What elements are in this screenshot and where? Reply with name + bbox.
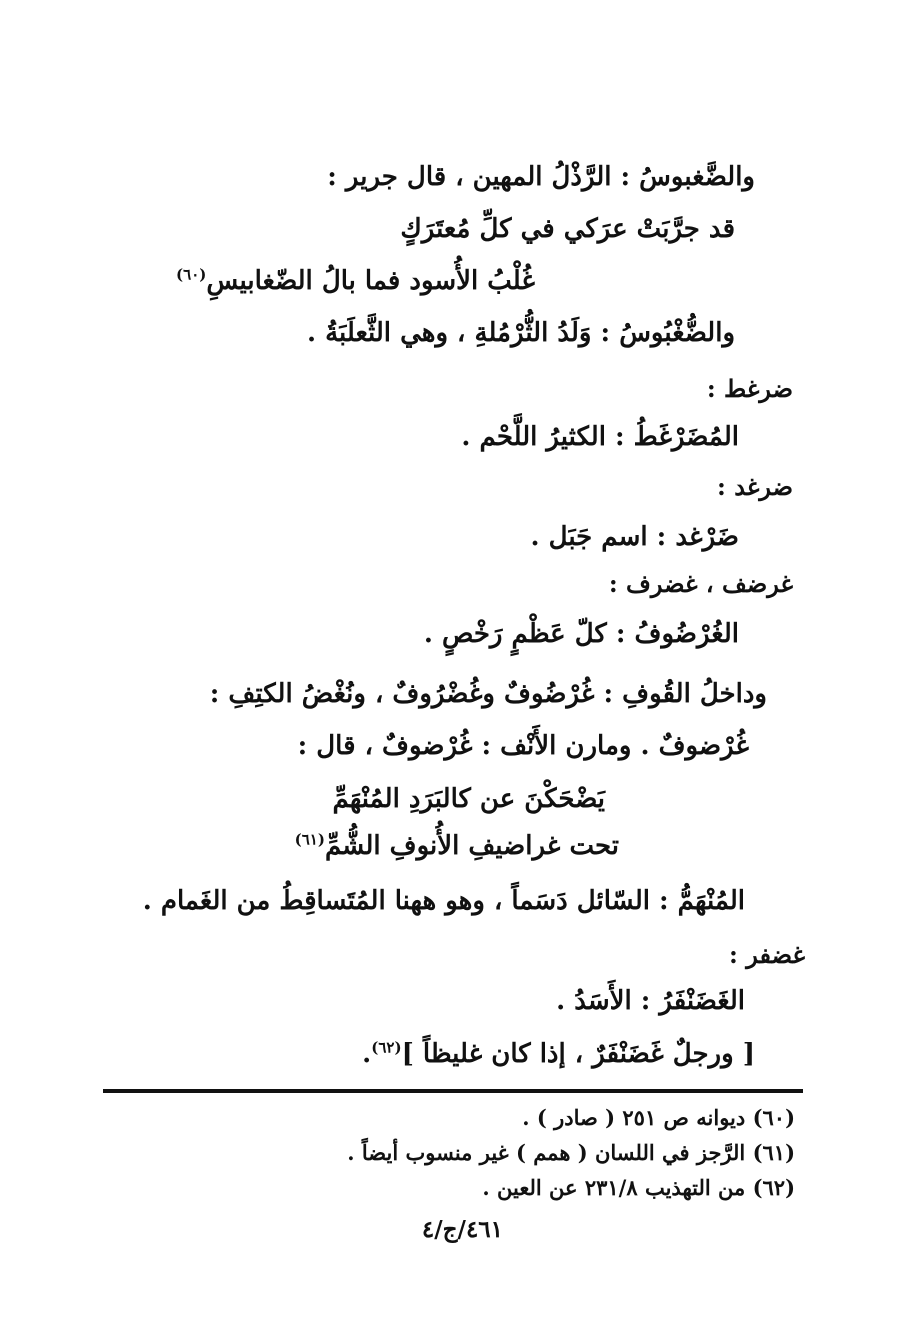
verse-line: يَضْحَكْنَ عن كالبَرَدِ المُنْهَمِّ — [332, 784, 605, 814]
footnote — [482, 1174, 795, 1202]
text-line: الغُرْضُوفُ : كلّ عَظْمٍ رَخْصٍ . — [423, 619, 739, 649]
footnote-text: من التهذيب ٢٣١/٨ عن العين . — [482, 1175, 746, 1200]
verse-line: قد جرَّبَتْ عرَكي في كلِّ مُعتَرَكٍ — [400, 214, 735, 244]
footnote-text: الرَّجز في اللسان ( همم ) غير منسوب أيضاً . — [347, 1140, 746, 1165]
text-line: ضَرْغد : اسم جَبَل . — [530, 522, 739, 552]
entry-heading: ضرغد : — [717, 472, 793, 501]
footnote-separator — [103, 1089, 803, 1093]
page-number: ٤٦١/ج/٤ — [421, 1216, 503, 1243]
footnote-number: (٦٢) — [752, 1175, 795, 1200]
footnote — [347, 1139, 795, 1167]
text-line: والضُّغْبُوسُ : وَلَدُ الثُّرْمُلةِ ، وهي الثَّعلَبَةُ . — [306, 318, 735, 348]
footnote-text: ديوانه ص ٢٥١ ( صادر ) . — [522, 1105, 746, 1130]
footnote-number: (٦٠) — [752, 1105, 795, 1130]
text-line: المُنْهَمُّ : السّائل دَسَماً ، وهو ههنا المُتَساقِطُ من الغَمام . — [142, 886, 745, 916]
footnote-ref: (٦١) — [294, 830, 325, 849]
text-line: غُرْضوفٌ . ومارن الأَنْف : غُرْضوفٌ ، قال : — [297, 731, 749, 761]
footnote-number: (٦١) — [752, 1140, 795, 1165]
verse-line: غُلْبُ الأُسود فما بالُ الضّغابيسِ$^{(٦٠)}$ — [176, 265, 535, 296]
entry-heading: غرضف ، غضرف : — [608, 569, 793, 598]
entry-heading: ضرغط : — [706, 374, 793, 403]
verse-line: تحت غراضيفِ الأُنوفِ الشُّمِّ$^{(٦١)}$ — [294, 830, 619, 861]
footnote-ref: (٦٢) — [371, 1038, 402, 1057]
text-line: المُضَرْغَطُ : الكثيرُ اللَّحْم . — [461, 422, 739, 452]
footnote — [522, 1104, 795, 1132]
footnote-ref: (٦٠) — [176, 265, 207, 284]
text-line: الغَضَنْفَرُ : الأَسَدُ . — [556, 986, 745, 1016]
entry-heading: غضفر : — [729, 940, 805, 969]
text-line: وداخلُ القُوفِ : غُرْضُوفٌ وغُضْرُوفٌ ، ونُغْضُ الكتِفِ : — [209, 679, 767, 709]
text-line: والضَّغبوسُ : الرَّذْلُ المهين ، قال جرير : — [327, 162, 755, 192]
text-line: [ ورجلٌ غَضَنْفَرٌ ، إذا كان غليظاً ]$^{(٦٢)}$. — [362, 1038, 755, 1069]
